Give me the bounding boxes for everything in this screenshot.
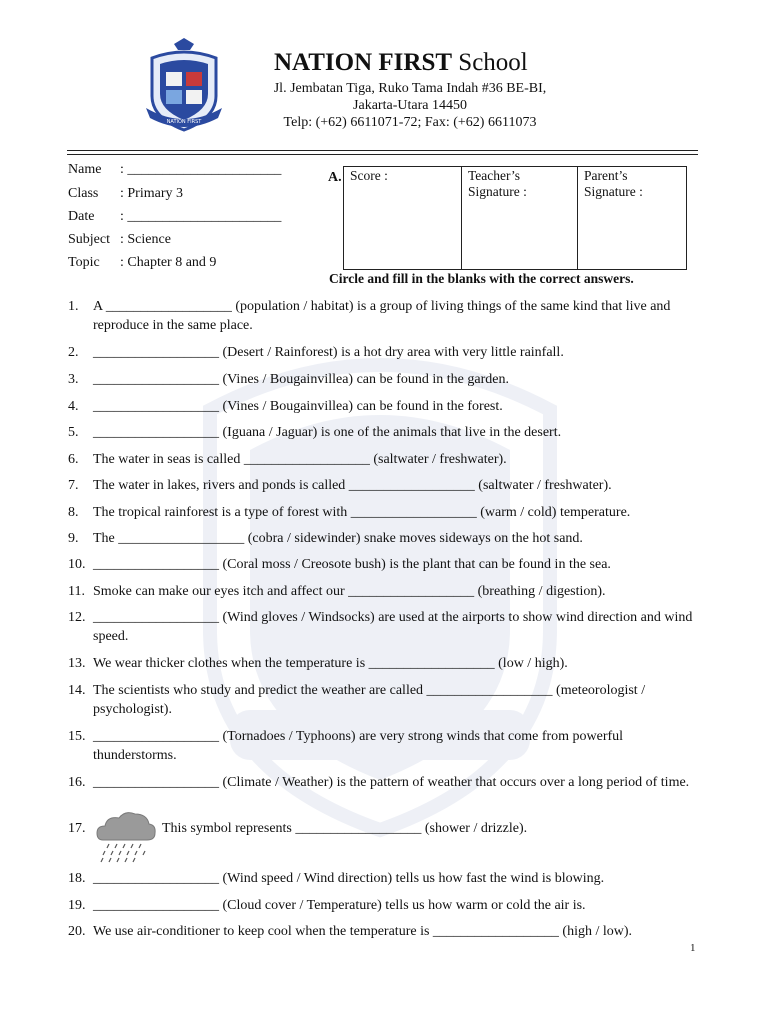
question-number: 13. bbox=[68, 656, 86, 671]
question-text[interactable]: __________________ (Vines / Bougainvillea) can be found in the forest. bbox=[93, 399, 503, 414]
question-text[interactable]: __________________ (Wind speed / Wind direction) tells us how fast the wind is blowing. bbox=[93, 871, 605, 886]
page-number: 1 bbox=[690, 942, 696, 954]
info-label-topic: Topic bbox=[68, 255, 100, 270]
question-number: 5. bbox=[68, 425, 79, 440]
question-text[interactable]: The water in seas is called __________________ (saltwater / freshwater). bbox=[93, 452, 507, 467]
info-label-name: Name bbox=[68, 162, 102, 177]
question-number: 17. bbox=[68, 821, 86, 836]
question-number: 18. bbox=[68, 871, 86, 886]
contact-line: Telp: (+62) 6611071-72; Fax: (+62) 6611073 bbox=[283, 115, 537, 130]
question-number: 10. bbox=[68, 557, 86, 572]
question-18 bbox=[68, 869, 708, 888]
question-1 bbox=[68, 297, 708, 335]
question-number: 7. bbox=[68, 478, 79, 493]
question-11 bbox=[68, 582, 708, 601]
score-label: Score : bbox=[350, 168, 388, 183]
address-line-1: Jl. Jembatan Tiga, Ruko Tama Indah #36 BE-BI, bbox=[273, 81, 547, 96]
info-value-date[interactable]: : ______________________ bbox=[120, 209, 282, 224]
question-12 bbox=[68, 608, 708, 646]
teacher-signature-cell[interactable] bbox=[462, 167, 578, 270]
question-number: 14. bbox=[68, 683, 86, 698]
section-label: A. bbox=[328, 170, 342, 185]
parent-signature-label: Parent’s Signature : bbox=[584, 168, 643, 199]
question-number: 12. bbox=[68, 610, 86, 625]
parent-signature-cell[interactable] bbox=[578, 167, 687, 270]
question-number: 20. bbox=[68, 924, 86, 939]
question-number: 6. bbox=[68, 452, 79, 467]
logo-banner-text: NATION FIRST bbox=[166, 119, 202, 125]
question-number: 15. bbox=[68, 729, 86, 744]
score-cell[interactable] bbox=[344, 167, 462, 270]
school-crest-logo bbox=[144, 38, 224, 134]
question-13 bbox=[68, 654, 708, 673]
info-label-subject: Subject bbox=[68, 232, 110, 247]
question-number: 16. bbox=[68, 775, 86, 790]
question-20 bbox=[68, 922, 708, 941]
address-line-2: Jakarta-Utara 14450 bbox=[353, 98, 467, 113]
question-number: 4. bbox=[68, 399, 79, 414]
question-text[interactable]: The water in lakes, rivers and ponds is called __________________ (saltwater / freshwater). bbox=[93, 478, 612, 493]
info-value-class: : Primary 3 bbox=[120, 186, 183, 201]
info-value-name[interactable]: : ______________________ bbox=[120, 162, 282, 177]
question-text[interactable]: __________________ (Cloud cover / Temperature) tells us how warm or cold the air is. bbox=[93, 898, 586, 913]
question-2 bbox=[68, 343, 708, 362]
question-4 bbox=[68, 397, 708, 416]
question-number: 19. bbox=[68, 898, 86, 913]
question-text[interactable]: The __________________ (cobra / sidewinder) snake moves sideways on the hot sand. bbox=[93, 531, 583, 546]
question-text[interactable]: __________________ (Wind gloves / Windsocks) are used at the airports to show wind direction and wind speed. bbox=[93, 610, 693, 644]
school-name-rest: School bbox=[452, 49, 528, 76]
question-number: 2. bbox=[68, 345, 79, 360]
question-text[interactable]: The tropical rainforest is a type of forest with __________________ (warm / cold) temperature. bbox=[93, 505, 631, 520]
question-text[interactable]: __________________ (Tornadoes / Typhoons) are very strong winds that come from powerful thunderstorms. bbox=[93, 729, 624, 763]
teacher-signature-label: Teacher’s Signature : bbox=[468, 168, 527, 199]
question-text[interactable]: We use air-conditioner to keep cool when the temperature is __________________ (high / low). bbox=[93, 924, 633, 939]
question-15 bbox=[68, 727, 708, 765]
question-14 bbox=[68, 681, 708, 719]
question-text[interactable]: Smoke can make our eyes itch and affect our __________________ (breathing / digestion). bbox=[93, 584, 606, 599]
question-17 bbox=[68, 819, 708, 838]
question-text[interactable]: The scientists who study and predict the weather are called __________________ (meteorologist / psychologist). bbox=[93, 683, 646, 717]
question-7 bbox=[68, 476, 708, 495]
question-3 bbox=[68, 370, 708, 389]
question-text[interactable]: __________________ (Desert / Rainforest) is a hot dry area with very little rainfall. bbox=[93, 345, 564, 360]
question-text[interactable]: __________________ (Vines / Bougainvillea) can be found in the garden. bbox=[93, 372, 509, 387]
question-number: 9. bbox=[68, 531, 79, 546]
info-value-subject: : Science bbox=[120, 232, 171, 247]
header-divider-thick bbox=[67, 150, 698, 151]
question-text[interactable]: __________________ (Iguana / Jaguar) is one of the animals that live in the desert. bbox=[93, 425, 562, 440]
question-text[interactable]: __________________ (Climate / Weather) is the pattern of weather that occurs over a long period of time. bbox=[93, 775, 690, 790]
info-label-class: Class bbox=[68, 186, 99, 201]
question-number: 1. bbox=[68, 299, 79, 314]
question-text[interactable]: This symbol represents __________________ (shower / drizzle). bbox=[162, 821, 528, 836]
question-text[interactable]: __________________ (Coral moss / Creosote bush) is the plant that can be found in the sea. bbox=[93, 557, 611, 572]
question-number: 8. bbox=[68, 505, 79, 520]
header-divider-thin bbox=[67, 154, 698, 155]
question-text[interactable]: We wear thicker clothes when the temperature is __________________ (low / high). bbox=[93, 656, 568, 671]
question-9 bbox=[68, 529, 708, 548]
signature-table bbox=[343, 166, 687, 270]
question-5 bbox=[68, 423, 708, 442]
question-19 bbox=[68, 896, 708, 915]
instruction-text: Circle and fill in the blanks with the correct answers. bbox=[329, 271, 634, 286]
rain-cloud-icon bbox=[95, 810, 157, 866]
question-number: 11. bbox=[68, 584, 85, 599]
question-number: 3. bbox=[68, 372, 79, 387]
question-6 bbox=[68, 450, 708, 469]
school-name bbox=[274, 48, 528, 78]
question-text[interactable]: A __________________ (population / habitat) is a group of living things of the same kind that live and reproduce in the same place. bbox=[93, 299, 671, 333]
question-16 bbox=[68, 773, 708, 792]
info-label-date: Date bbox=[68, 209, 95, 224]
question-8 bbox=[68, 503, 708, 522]
question-10 bbox=[68, 555, 708, 574]
info-value-topic: : Chapter 8 and 9 bbox=[120, 255, 217, 270]
school-name-bold: NATION FIRST bbox=[274, 49, 453, 76]
